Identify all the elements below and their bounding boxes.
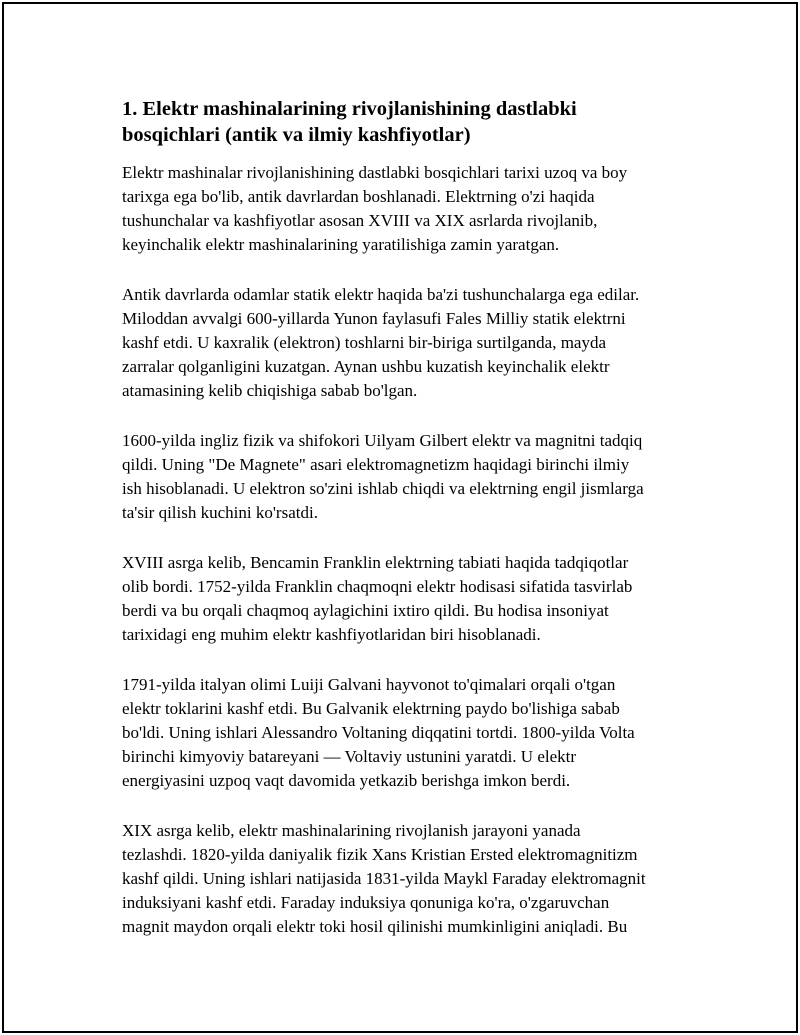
paragraph bbox=[122, 161, 697, 257]
paragraph-line: XVIII asrga kelib, Bencamin Franklin elektrning tabiati haqida tadqiqotlar bbox=[122, 553, 629, 572]
paragraph-line: 1791-yilda italyan olimi Luiji Galvani hayvonot to'qimalari orqali o'tgan bbox=[122, 675, 616, 694]
paragraph-line: XIX asrga kelib, elektr mashinalarining rivojlanish jarayoni yanada bbox=[122, 821, 581, 840]
paragraph-line: Antik davrlarda odamlar statik elektr haqida ba'zi tushunchalarga ega edilar. bbox=[122, 285, 640, 304]
paragraph-line: tushunchalar va kashfiyotlar asosan XVIII va XIX asrlarda rivojlanib, bbox=[122, 211, 598, 230]
paragraph-line: Miloddan avvalgi 600-yillarda Yunon faylasufi Fales Milliy statik elektrni bbox=[122, 309, 626, 328]
paragraph-line: atamasining kelib chiqishiga sabab bo'lgan. bbox=[122, 381, 418, 400]
paragraph bbox=[122, 551, 697, 647]
heading-line: bosqichlari (antik va ilmiy kashfiyotlar) bbox=[122, 124, 471, 146]
paragraph bbox=[122, 283, 697, 403]
paragraph-line: qildi. Uning "De Magnete" asari elektromagnetizm haqidagi birinchi ilmiy bbox=[122, 455, 630, 474]
paragraph bbox=[122, 429, 697, 525]
paragraph-line: olib bordi. 1752-yilda Franklin chaqmoqni elektr hodisasi sifatida tasvirlab bbox=[122, 577, 633, 596]
paragraph-line: tarixidagi eng muhim elektr kashfiyotlaridan biri hisoblanadi. bbox=[122, 625, 541, 644]
paragraph-line: berdi va bu orqali chaqmoq aylagichini ixtiro qildi. Bu hodisa insoniyat bbox=[122, 601, 609, 620]
paragraph-line: Elektr mashinalar rivojlanishining dastlabki bosqichlari tarixi uzoq va boy bbox=[122, 163, 628, 182]
paragraph-line: induksiyani kashf etdi. Faraday induksiya qonuniga ko'ra, o'zgaruvchan bbox=[122, 893, 610, 912]
paragraph-line: keyinchalik elektr mashinalarining yaratilishiga zamin yaratgan. bbox=[122, 235, 560, 254]
paragraph-line: tarixga ega bo'lib, antik davrlardan boshlanadi. Elektrning o'zi haqida bbox=[122, 187, 595, 206]
paragraph-line: tezlashdi. 1820-yilda daniyalik fizik Xans Kristian Ersted elektromagnitizm bbox=[122, 845, 638, 864]
paragraph-line: energiyasini uzpoq vaqt davomida yetkazib berishga imkon berdi. bbox=[122, 771, 571, 790]
paragraph-line: kashf qildi. Uning ishlari natijasida 1831-yilda Maykl Faraday elektromagnit bbox=[122, 869, 646, 888]
paragraph-list bbox=[122, 161, 697, 939]
paragraph-line: zarralar qolganligini kuzatgan. Aynan ushbu kuzatish keyinchalik elektr bbox=[122, 357, 610, 376]
paragraph-line: kashf etdi. U kaxralik (elektron) toshlarni bir-biriga surtilganda, mayda bbox=[122, 333, 607, 352]
paragraph-line: ta'sir qilish kuchini ko'rsatdi. bbox=[122, 503, 318, 522]
paragraph-line: 1600-yilda ingliz fizik va shifokori Uilyam Gilbert elektr va magnitni tadqiq bbox=[122, 431, 643, 450]
paragraph-line: magnit maydon orqali elektr toki hosil qilinishi mumkinligini aniqladi. Bu bbox=[122, 917, 628, 936]
paragraph-line: elektr toklarini kashf etdi. Bu Galvanik elektrning paydo bo'lishiga sabab bbox=[122, 699, 620, 718]
section-heading bbox=[122, 96, 697, 148]
paragraph-line: ish hisoblanadi. U elektron so'zini ishlab chiqdi va elektrning engil jismlarga bbox=[122, 479, 644, 498]
paragraph bbox=[122, 819, 697, 939]
page-border bbox=[2, 2, 798, 1033]
paragraph-line: bo'ldi. Uning ishlari Alessandro Voltaning diqqatini tortdi. 1800-yilda Volta bbox=[122, 723, 635, 742]
document-body bbox=[122, 96, 697, 965]
paragraph-line: birinchi kimyoviy batareyani — Voltaviy ustunini yaratdi. U elektr bbox=[122, 747, 577, 766]
heading-line: 1. Elektr mashinalarining rivojlanishining dastlabki bbox=[122, 98, 577, 120]
paragraph bbox=[122, 673, 697, 793]
